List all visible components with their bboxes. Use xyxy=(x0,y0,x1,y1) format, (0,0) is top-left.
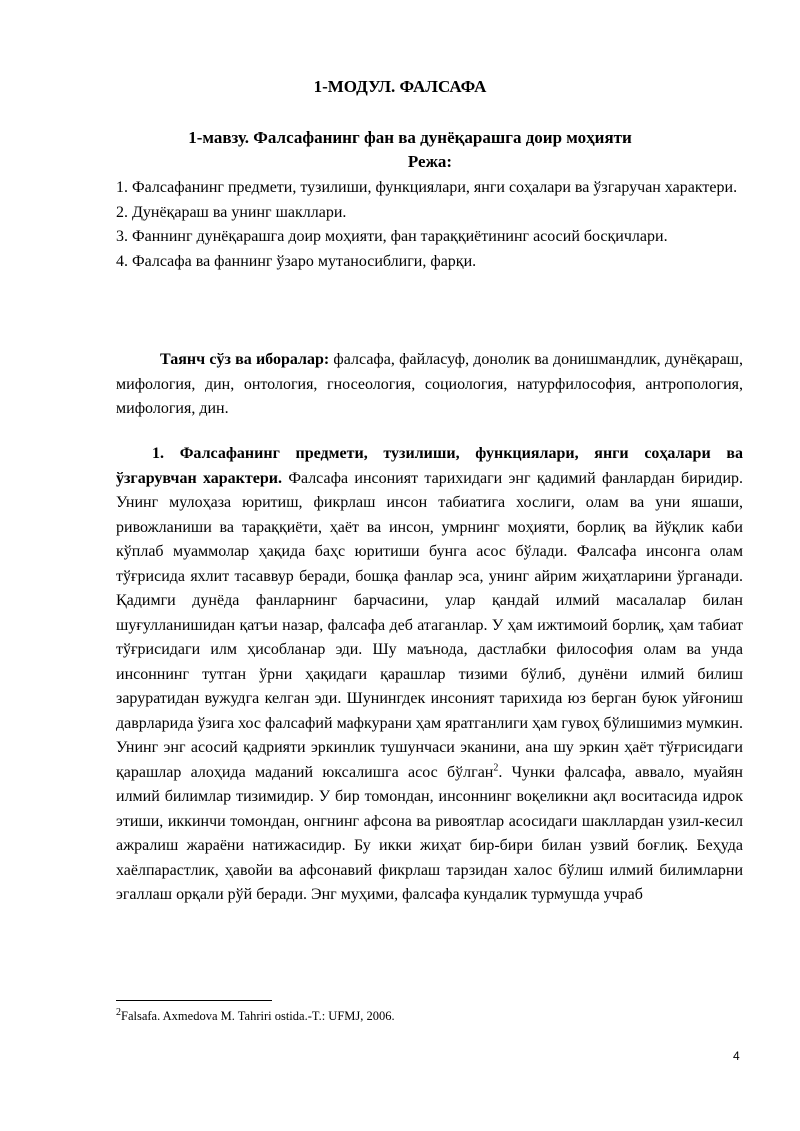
plan-list xyxy=(116,176,743,274)
footnote xyxy=(116,1006,743,1024)
keywords-label: Таянч сўз ва иборалар: xyxy=(160,351,330,368)
footnote-text: Falsafa. Axmedova M. Tahriri ostida.-T.: UFMJ, 2006. xyxy=(121,1009,395,1023)
plan-item: 3. Фаннинг дунёқарашга доир моҳияти, фан тараққиётининг асосий босқичлари. xyxy=(116,228,668,245)
footnote-reference[interactable]: 2 xyxy=(493,762,499,774)
plan-title: Режа: xyxy=(407,152,453,171)
section1-heading: 1. Фалсафанинг предмети, тузилиши, функциялари, янги соҳалари ва ўзгарувчан характери. xyxy=(116,445,743,487)
page-number: 4 xyxy=(733,1049,740,1063)
section1-paragraph xyxy=(116,442,743,908)
section1-text: Фалсафа инсоният тарихидаги энг қадимий фанлардан биридир. Унинг мулоҳаза юритиш, фикрлаш инсон табиатига хослиги, олам ва уни яшаши, ривожланиши ва тараққиёти, ҳаёт ва инсон, умрнинг моҳияти, борлиқ ва йўқлик каби кўплаб муаммолар ҳақида баҳс юритиши бунга асос бўлади. Фалсафа инсонга олам тўғрисида яхлит тасаввур беради, бошқа фанлар эса, унинг айрим жиҳатларини ўрганади. Қадимги дунёда фанларнинг барчасини, улар қандай илмий масалалар билан шуғулланишидан қатъи назар, фалсафа деб атаганлар. У ҳам ижтимоий борлиқ, ҳам табиат тўғрисидаги илм ҳисобланар эди. Шу маънода, дастлабки философия олам ва унда инсоннинг тутган ўрни ҳақидаги қарашлар тизими бўлиб, дунёни илмий билиш заруратидан вужудга келган эди. Шунингдек инсоният тарихида юз берган буюк уйғониш даврларида ўзига хос фалсафий мафкурани ҳам яратганлиги ҳам гувоҳ бўлишимиз мумкин. Унинг энг асосий қадрияти эркинлик тушунчаси эканини, ана шу эркин ҳаёт тўғрисидаги қарашлар алоҳида маданий юксалишга асос бўлган xyxy=(116,469,744,781)
footnote-separator xyxy=(116,1000,272,1001)
plan-item: 1. Фалсафанинг предмети, тузилиши, функциялари, янги соҳалари ва ўзгаручан характери. xyxy=(116,179,738,196)
plan-item: 4. Фалсафа ва фаннинг ўзаро мутаносиблиги, фарқи. xyxy=(116,252,477,270)
module-title: 1-МОДУЛ. ФАЛСАФА xyxy=(313,77,487,96)
section1-text-continued: . Чунки фалсафа, аввало, муайян илмий билимлар тизимидир. У бир томондан, инсоннинг воқеликни ақл воситасида идрок этиши, иккинчи томондан, онгнинг афсона ва ривоятлар асосидаги шакллардан узил-кесил ажралиш жараёни натижасидир. Бу икки жиҳат бир-бири билан узвий боғлиқ. Беҳуда хаёлпарастлик, ҳавойи ва афсонавий фикрлаш тарзидан халос бўлиш илмий билимларни эгаллаш орқали рўй беради. Энг муҳими, фалсафа кундалик турмушда учраб xyxy=(116,763,743,903)
footnote-marker: 2 xyxy=(116,1006,121,1018)
plan-item: 2. Дунёқараш ва унинг шакллари. xyxy=(116,203,347,221)
keywords-text: фалсафа, файласуф, донолик ва донишмандлик, дунёқараш, мифология, дин, онтология, гносеология, социология, натурфилософия, антропология, мифология, дин. xyxy=(116,351,743,417)
topic-title: 1-мавзу. Фалсафанинг фан ва дунёқарашга доир моҳияти xyxy=(188,128,632,147)
keywords-paragraph xyxy=(116,348,743,422)
